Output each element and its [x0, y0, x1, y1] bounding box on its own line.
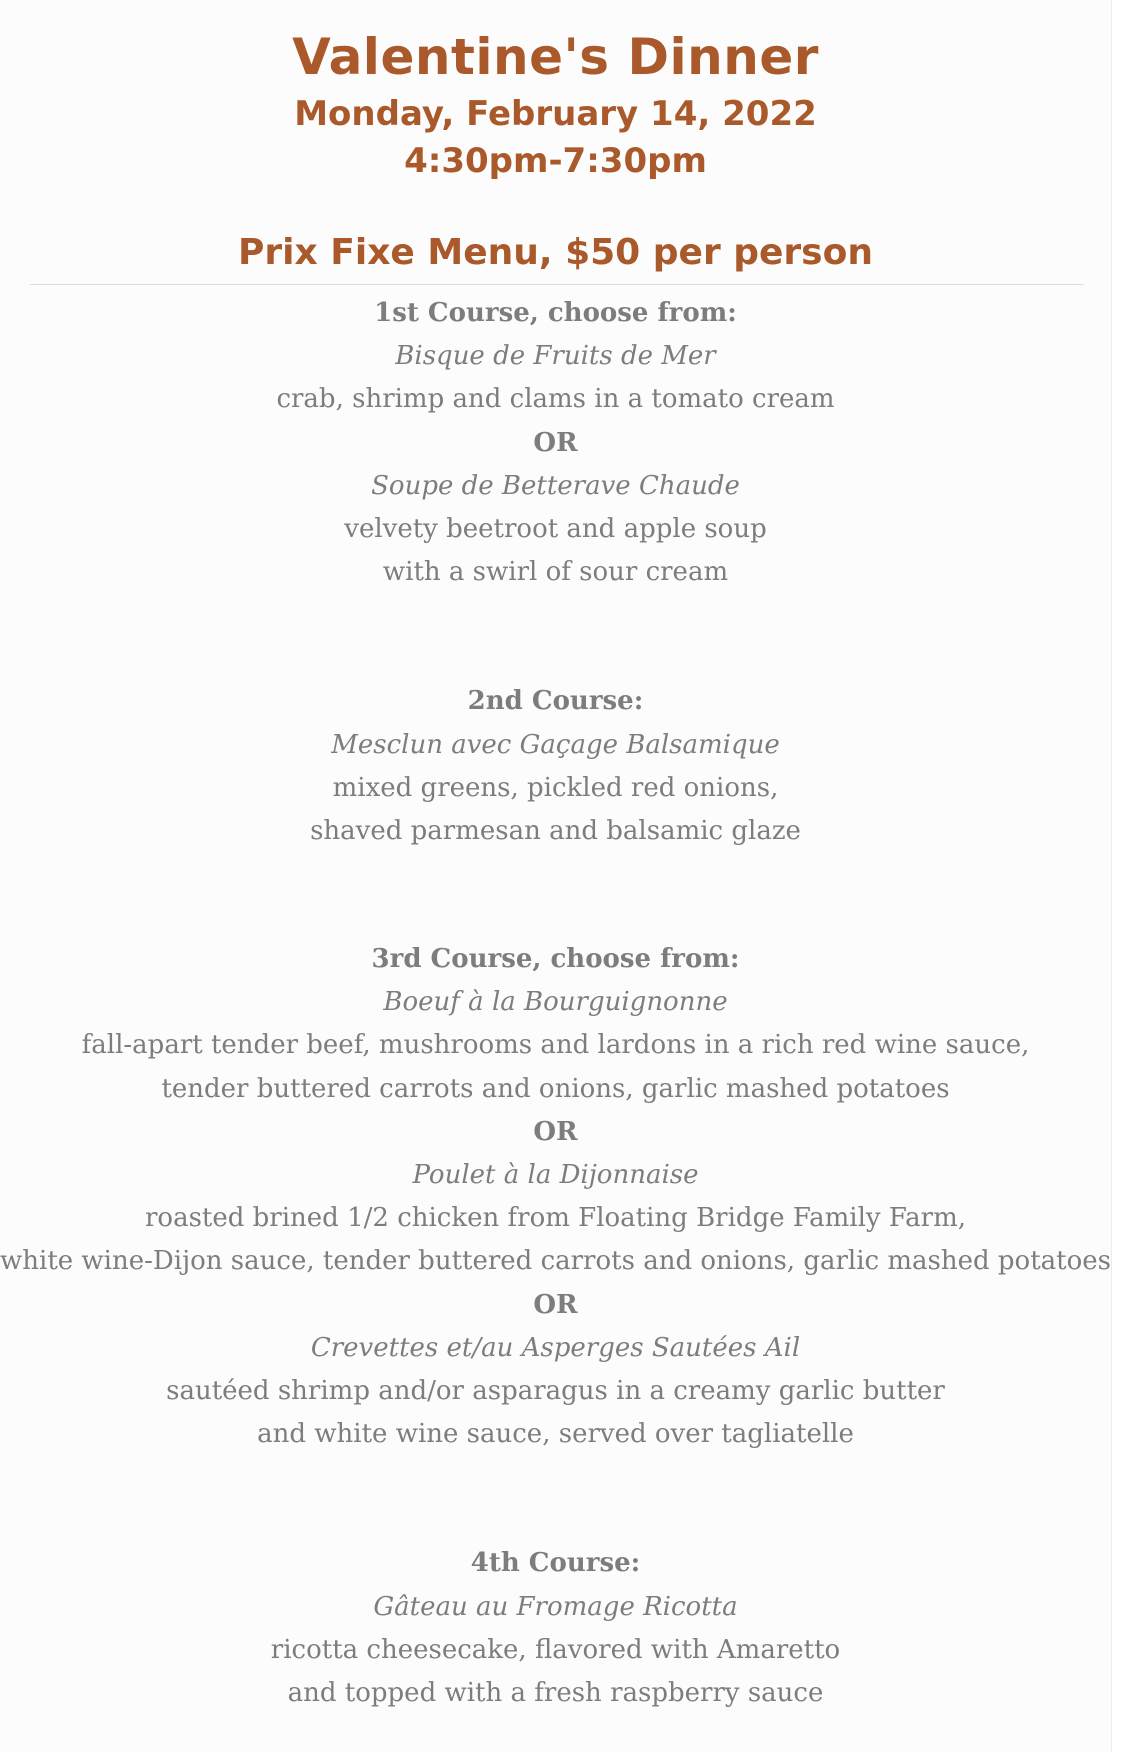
- or-separator: OR: [533, 1116, 578, 1147]
- dish-description: with a swirl of sour cream: [382, 557, 729, 588]
- page-title: Valentine's Dinner: [292, 28, 819, 86]
- dish-description: mixed greens, pickled red onions,: [332, 772, 779, 803]
- dish-description: shaved parmesan and balsamic glaze: [310, 815, 801, 846]
- dish-description: and white wine sauce, served over tagliatelle: [257, 1419, 854, 1450]
- dish-name: Gâteau au Fromage Ricotta: [373, 1591, 738, 1622]
- course-2: [0, 680, 1111, 853]
- dish-name: Boeuf à la Bourguignonne: [383, 987, 728, 1018]
- course-spacer: [0, 594, 1111, 680]
- course-1: [0, 292, 1111, 594]
- course-heading: 3rd Course, choose from:: [371, 944, 740, 975]
- dish-description: fall-apart tender beef, mushrooms and lardons in a rich red wine sauce,: [81, 1030, 1030, 1061]
- dish-name: Poulet à la Dijonnaise: [412, 1160, 699, 1190]
- prix-fixe-heading: Prix Fixe Menu, $50 per person: [238, 232, 873, 273]
- course-3: [0, 938, 1111, 1456]
- dish-name: Bisque de Fruits de Mer: [395, 341, 716, 372]
- course-heading: 4th Course:: [470, 1548, 641, 1579]
- course-spacer: [0, 853, 1111, 938]
- header-divider: [30, 284, 1084, 285]
- dish-description: roasted brined 1/2 chicken from Floating Bridge Family Farm,: [144, 1203, 967, 1234]
- course-heading: 1st Course, choose from:: [374, 298, 737, 328]
- dish-name: Soupe de Betterave Chaude: [371, 470, 740, 501]
- dish-description: crab, shrimp and clams in a tomato cream: [276, 384, 835, 415]
- dish-description: white wine-Dijon sauce, tender buttered carrots and onions, garlic mashed potatoes: [0, 1246, 1111, 1277]
- course-list: [0, 292, 1111, 1715]
- dish-name: Crevettes et/au Asperges Sautées Ail: [310, 1332, 801, 1363]
- event-date: Monday, February 14, 2022: [294, 94, 817, 134]
- dish-description: tender buttered carrots and onions, garlic mashed potatoes: [161, 1073, 950, 1104]
- dish-description: ricotta cheesecake, flavored with Amaretto: [270, 1634, 841, 1665]
- or-separator: OR: [533, 1289, 578, 1320]
- course-heading: 2nd Course:: [467, 686, 644, 717]
- dish-description: velvety beetroot and apple soup: [344, 513, 767, 544]
- dish-description: and topped with a fresh raspberry sauce: [287, 1677, 824, 1708]
- dish-description: sautéed shrimp and/or asparagus in a creamy garlic butter: [166, 1375, 945, 1406]
- dish-name: Mesclun avec Gaçage Balsamique: [331, 729, 780, 760]
- event-time: 4:30pm-7:30pm: [404, 141, 707, 181]
- or-separator: OR: [533, 427, 578, 458]
- course-4: [0, 1542, 1111, 1715]
- course-spacer: [0, 1456, 1111, 1542]
